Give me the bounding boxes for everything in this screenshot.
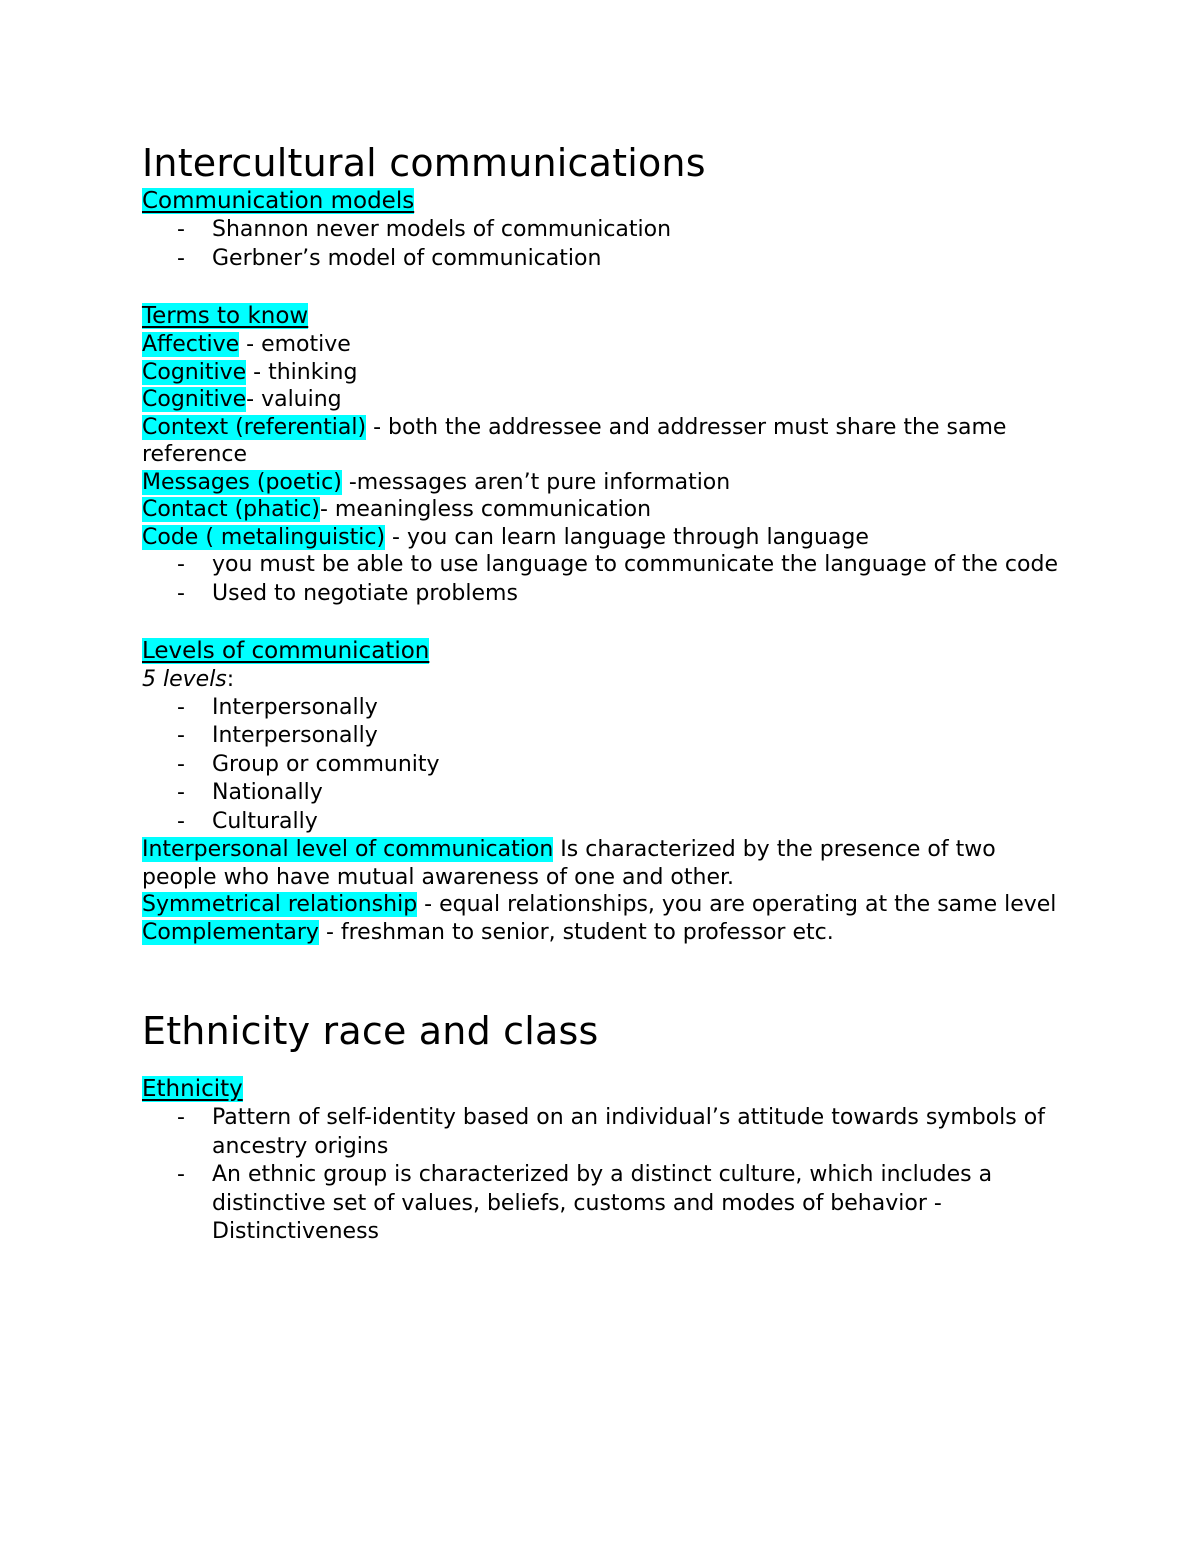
list-item: - Nationally — [142, 779, 1062, 808]
list-item: - Culturally — [142, 808, 1062, 837]
term-label: Cognitive — [142, 359, 247, 385]
list-item: - Group or community — [142, 751, 1062, 780]
term-complementary — [142, 919, 1062, 947]
list-item: - Interpersonally — [142, 722, 1062, 751]
term-definition: - valuing — [246, 387, 342, 412]
term-definition: -messages aren’t pure information — [341, 469, 731, 495]
list-item: - you must be able to use language to communicate the language of the code — [142, 551, 1062, 580]
term-context — [142, 414, 1062, 469]
term-label: Code ( metalinguistic) — [142, 524, 386, 550]
document-page — [142, 140, 1062, 1247]
term-symmetrical — [142, 891, 1062, 919]
term-messages — [142, 469, 1062, 497]
term-definition: - thinking — [246, 359, 358, 385]
title-intercultural: Intercultural communications — [142, 141, 706, 185]
term-label: Context (referential) — [142, 414, 367, 440]
term-label: Complementary — [142, 919, 319, 945]
term-label: Cognitive — [142, 387, 247, 412]
term-label: Interpersonal level of communication — [142, 837, 554, 862]
heading-terms-to-know: Terms to know — [142, 303, 309, 329]
list-item: - Interpersonally — [142, 694, 1062, 723]
term-definition: - freshman to senior, student to professor etc. — [318, 919, 834, 945]
models-list — [142, 216, 1062, 273]
code-list — [142, 551, 1062, 608]
term-label: Contact (phatic) — [142, 497, 320, 522]
term-interpersonal-level — [142, 836, 1062, 891]
term-definition: Is characterized by the presence of two people who have mutual awareness of one and other. — [142, 837, 996, 890]
levels-intro: 5 levels: — [142, 667, 235, 692]
term-cognitive-valuing — [142, 386, 1062, 414]
list-item: - An ethnic group is characterized by a distinct culture, which includes a distinctive set of values, beliefs, customs and modes of behavior - Distinctiveness — [142, 1161, 1062, 1247]
heading-ethnicity: Ethnicity — [142, 1076, 243, 1102]
ethnicity-list — [142, 1104, 1062, 1247]
list-item: - Pattern of self-identity based on an individual’s attitude towards symbols of ancestry origins — [142, 1104, 1062, 1161]
heading-communication-models: Communication models — [142, 188, 415, 214]
term-definition: - emotive — [239, 332, 351, 357]
title-ethnicity-race-class: Ethnicity race and class — [142, 1009, 599, 1053]
term-definition: - you can learn language through language — [385, 524, 869, 550]
levels-list — [142, 694, 1062, 837]
list-item: - Used to negotiate problems — [142, 580, 1062, 609]
heading-levels-of-communication: Levels of communication — [142, 638, 430, 664]
term-label: Symmetrical relationship — [142, 892, 418, 917]
term-definition: - equal relationships, you are operating at the same level — [417, 892, 1057, 917]
term-definition: - both the addressee and addresser must share the same reference — [142, 414, 1007, 467]
term-label: Affective — [142, 332, 240, 357]
term-label: Messages (poetic) — [142, 469, 342, 495]
list-item: - Shannon never models of communication — [142, 216, 1062, 245]
term-code — [142, 524, 1062, 552]
term-definition: - meaningless communication — [319, 497, 652, 522]
list-item: - Gerbner’s model of communication — [142, 245, 1062, 274]
term-contact — [142, 496, 1062, 524]
term-cognitive-thinking — [142, 359, 1062, 387]
term-affective — [142, 331, 1062, 359]
